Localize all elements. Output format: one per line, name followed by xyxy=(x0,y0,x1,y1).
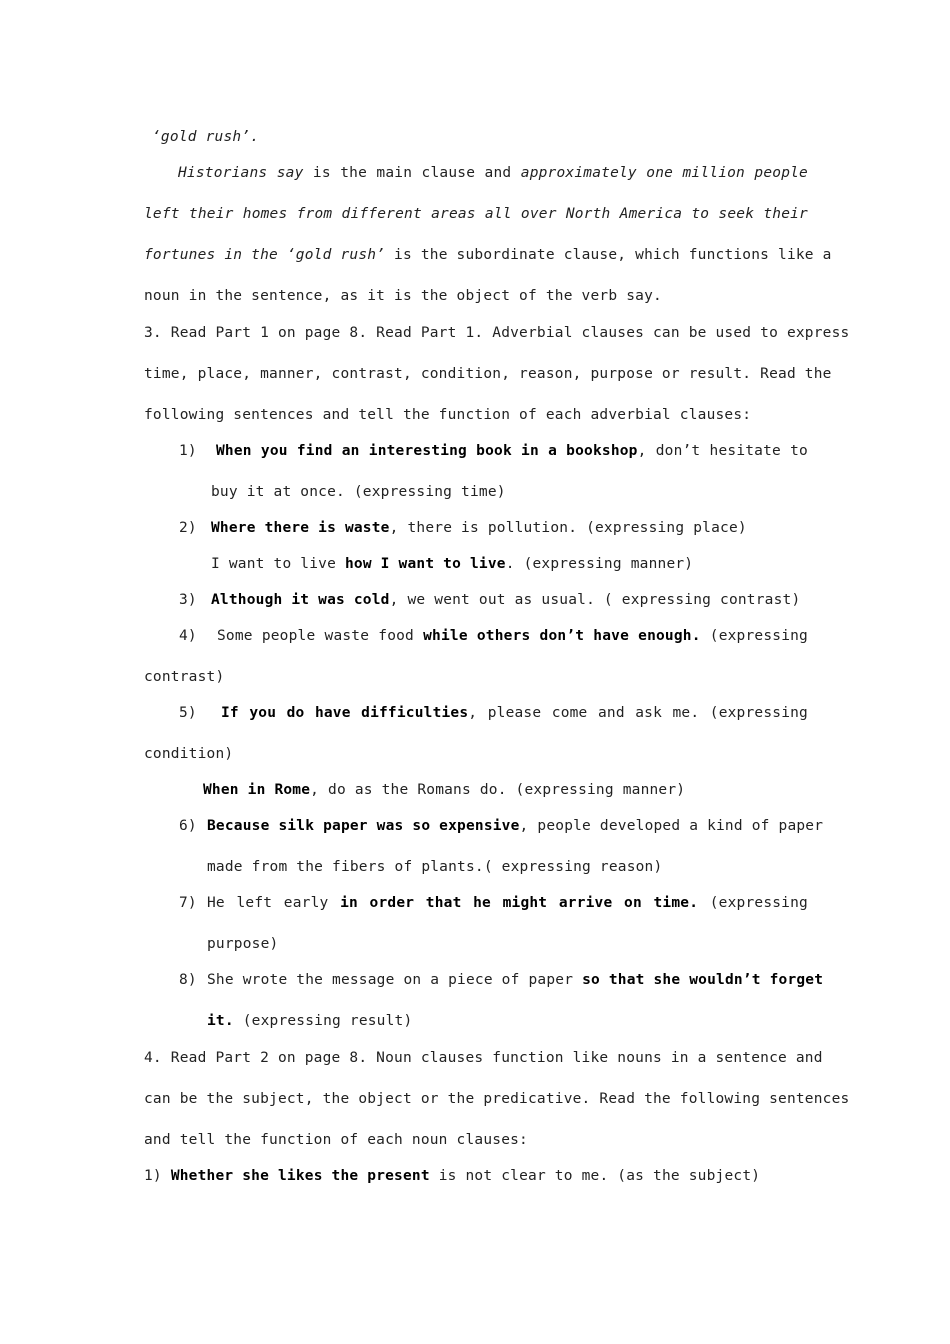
list-number: 6) xyxy=(179,818,197,834)
list-number: 8) xyxy=(179,972,197,988)
list-item-continuation: it. (expressing result) xyxy=(207,1013,413,1029)
list-number: 1) xyxy=(144,1168,162,1184)
text-line: fortunes in the ‘gold rush’ is the subordinate clause, which functions like a xyxy=(144,247,832,263)
list-number: 2) xyxy=(179,520,197,536)
text-line: left their homes from different areas all over North America to seek their xyxy=(144,206,808,222)
list-item-continuation: condition) xyxy=(144,746,234,762)
list-item: If you do have difficulties, please come and ask me. (expressing xyxy=(221,705,808,721)
list-item: Some people waste food while others don’t have enough. (expressing xyxy=(217,628,808,644)
text-line: Historians say is the main clause and approximately one million people xyxy=(178,165,808,181)
list-item-continuation: purpose) xyxy=(207,936,279,952)
list-item: 1) Whether she likes the present is not clear to me. (as the subject) xyxy=(144,1168,761,1184)
list-item-continuation: buy it at once. (expressing time) xyxy=(211,484,506,500)
section-4-intro: can be the subject, the object or the predicative. Read the following sentences xyxy=(144,1091,850,1107)
section-4-intro: and tell the function of each noun clauses: xyxy=(144,1132,528,1148)
text-line: ‘gold rush’. xyxy=(152,129,260,145)
list-number: 7) xyxy=(179,895,197,911)
list-item: When you find an interesting book in a bookshop, don’t hesitate to xyxy=(216,443,808,459)
text-line: noun in the sentence, as it is the object of the verb say. xyxy=(144,288,662,304)
list-item: She wrote the message on a piece of paper so that she wouldn’t forget xyxy=(207,972,824,988)
list-item: Although it was cold, we went out as usual. ( expressing contrast) xyxy=(211,592,801,608)
list-number: 1) xyxy=(179,443,197,459)
list-number: 4) xyxy=(179,628,197,644)
list-item: I want to live how I want to live. (expressing manner) xyxy=(211,556,694,572)
list-number: 3) xyxy=(179,592,197,608)
list-item: When in Rome, do as the Romans do. (expressing manner) xyxy=(203,782,686,798)
list-item: Where there is waste, there is pollution. (expressing place) xyxy=(211,520,747,536)
list-item: He left early in order that he might arrive on time. (expressing xyxy=(207,895,808,911)
section-3-intro: following sentences and tell the function of each adverbial clauses: xyxy=(144,407,752,423)
section-3-intro: time, place, manner, contrast, condition, reason, purpose or result. Read the xyxy=(144,366,832,382)
list-number: 5) xyxy=(179,705,197,721)
list-item: Because silk paper was so expensive, people developed a kind of paper xyxy=(207,818,824,834)
list-item-continuation: contrast) xyxy=(144,669,225,685)
section-3-intro: 3. Read Part 1 on page 8. Read Part 1. Adverbial clauses can be used to express xyxy=(144,325,850,341)
section-4-intro: 4. Read Part 2 on page 8. Noun clauses function like nouns in a sentence and xyxy=(144,1050,823,1066)
list-item-continuation: made from the fibers of plants.( expressing reason) xyxy=(207,859,663,875)
